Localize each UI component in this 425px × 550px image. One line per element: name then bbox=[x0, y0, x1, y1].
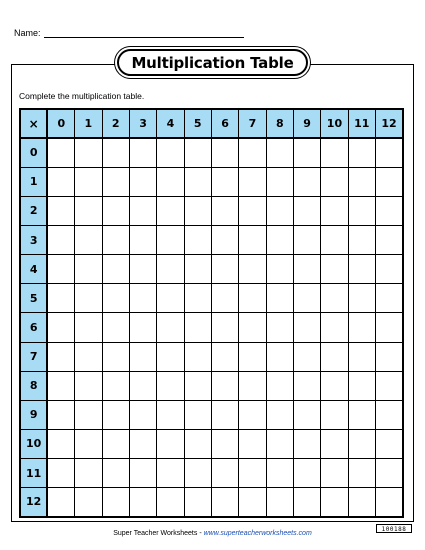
answer-cell-9x11[interactable] bbox=[348, 400, 375, 429]
answer-cell-4x2[interactable] bbox=[102, 255, 129, 284]
answer-cell-3x5[interactable] bbox=[184, 226, 211, 255]
answer-cell-9x6[interactable] bbox=[211, 400, 238, 429]
answer-cell-5x10[interactable] bbox=[321, 284, 348, 313]
row-header-5: 5 bbox=[20, 284, 47, 313]
footer bbox=[0, 530, 425, 537]
multiplication-grid bbox=[19, 108, 404, 518]
answer-cell-11x5[interactable] bbox=[184, 459, 211, 488]
answer-cell-12x9[interactable] bbox=[293, 488, 320, 517]
answer-cell-11x8[interactable] bbox=[266, 459, 293, 488]
worksheet-title bbox=[117, 49, 308, 76]
answer-cell-10x0[interactable] bbox=[47, 429, 74, 458]
answer-cell-5x9[interactable] bbox=[293, 284, 320, 313]
answer-cell-4x11[interactable] bbox=[348, 255, 375, 284]
answer-cell-11x11[interactable] bbox=[348, 459, 375, 488]
answer-cell-10x3[interactable] bbox=[129, 429, 156, 458]
answer-cell-10x11[interactable] bbox=[348, 429, 375, 458]
answer-cell-2x10[interactable] bbox=[321, 196, 348, 225]
answer-cell-9x9[interactable] bbox=[293, 400, 320, 429]
answer-cell-11x1[interactable] bbox=[75, 459, 102, 488]
answer-cell-4x8[interactable] bbox=[266, 255, 293, 284]
answer-cell-1x2[interactable] bbox=[102, 167, 129, 196]
answer-cell-4x5[interactable] bbox=[184, 255, 211, 284]
operator-symbol: × bbox=[20, 109, 47, 138]
answer-cell-8x0[interactable] bbox=[47, 371, 74, 400]
name-input-line[interactable] bbox=[44, 28, 244, 38]
answer-cell-5x0[interactable] bbox=[47, 284, 74, 313]
answer-cell-8x5[interactable] bbox=[184, 371, 211, 400]
answer-cell-3x9[interactable] bbox=[293, 226, 320, 255]
answer-cell-9x10[interactable] bbox=[321, 400, 348, 429]
answer-cell-8x1[interactable] bbox=[75, 371, 102, 400]
answer-cell-7x9[interactable] bbox=[293, 342, 320, 371]
answer-cell-5x5[interactable] bbox=[184, 284, 211, 313]
answer-cell-1x9[interactable] bbox=[293, 167, 320, 196]
row-header-8: 8 bbox=[20, 371, 47, 400]
answer-cell-0x6[interactable] bbox=[211, 138, 238, 167]
name-label: Name: bbox=[14, 28, 41, 38]
answer-cell-5x4[interactable] bbox=[157, 284, 184, 313]
row-header-4: 4 bbox=[20, 255, 47, 284]
answer-cell-6x10[interactable] bbox=[321, 313, 348, 342]
answer-cell-5x8[interactable] bbox=[266, 284, 293, 313]
answer-cell-11x2[interactable] bbox=[102, 459, 129, 488]
answer-cell-7x11[interactable] bbox=[348, 342, 375, 371]
answer-cell-5x3[interactable] bbox=[129, 284, 156, 313]
answer-cell-0x11[interactable] bbox=[348, 138, 375, 167]
answer-cell-4x4[interactable] bbox=[157, 255, 184, 284]
answer-cell-6x7[interactable] bbox=[239, 313, 266, 342]
answer-cell-12x4[interactable] bbox=[157, 488, 184, 517]
column-header-5: 5 bbox=[184, 109, 211, 138]
answer-cell-9x2[interactable] bbox=[102, 400, 129, 429]
answer-cell-1x8[interactable] bbox=[266, 167, 293, 196]
instructions-text: Complete the multiplication table. bbox=[19, 91, 145, 101]
answer-cell-7x6[interactable] bbox=[211, 342, 238, 371]
table-row bbox=[20, 313, 403, 342]
answer-cell-0x0[interactable] bbox=[47, 138, 74, 167]
answer-cell-6x11[interactable] bbox=[348, 313, 375, 342]
answer-cell-9x4[interactable] bbox=[157, 400, 184, 429]
column-header-12: 12 bbox=[375, 109, 403, 138]
column-header-2: 2 bbox=[102, 109, 129, 138]
answer-cell-8x12[interactable] bbox=[375, 371, 403, 400]
answer-cell-5x12[interactable] bbox=[375, 284, 403, 313]
answer-cell-3x6[interactable] bbox=[211, 226, 238, 255]
answer-cell-0x10[interactable] bbox=[321, 138, 348, 167]
answer-cell-5x2[interactable] bbox=[102, 284, 129, 313]
table-row bbox=[20, 255, 403, 284]
row-header-2: 2 bbox=[20, 196, 47, 225]
column-header-10: 10 bbox=[321, 109, 348, 138]
column-header-1: 1 bbox=[75, 109, 102, 138]
answer-cell-10x5[interactable] bbox=[184, 429, 211, 458]
answer-cell-10x6[interactable] bbox=[211, 429, 238, 458]
answer-cell-1x0[interactable] bbox=[47, 167, 74, 196]
footer-url-link[interactable]: www.superteacherworksheets.com bbox=[203, 530, 312, 537]
answer-cell-10x8[interactable] bbox=[266, 429, 293, 458]
answer-cell-2x0[interactable] bbox=[47, 196, 74, 225]
answer-cell-6x2[interactable] bbox=[102, 313, 129, 342]
column-header-11: 11 bbox=[348, 109, 375, 138]
name-field-row bbox=[14, 28, 244, 38]
answer-cell-4x10[interactable] bbox=[321, 255, 348, 284]
answer-cell-8x2[interactable] bbox=[102, 371, 129, 400]
answer-cell-1x5[interactable] bbox=[184, 167, 211, 196]
answer-cell-12x2[interactable] bbox=[102, 488, 129, 517]
answer-cell-4x6[interactable] bbox=[211, 255, 238, 284]
column-header-8: 8 bbox=[266, 109, 293, 138]
answer-cell-10x10[interactable] bbox=[321, 429, 348, 458]
answer-cell-11x4[interactable] bbox=[157, 459, 184, 488]
answer-cell-12x7[interactable] bbox=[239, 488, 266, 517]
answer-cell-5x6[interactable] bbox=[211, 284, 238, 313]
answer-cell-11x6[interactable] bbox=[211, 459, 238, 488]
table-row bbox=[20, 459, 403, 488]
column-header-4: 4 bbox=[157, 109, 184, 138]
table-row bbox=[20, 167, 403, 196]
answer-cell-7x8[interactable] bbox=[266, 342, 293, 371]
answer-cell-3x2[interactable] bbox=[102, 226, 129, 255]
table-row bbox=[20, 400, 403, 429]
answer-cell-2x8[interactable] bbox=[266, 196, 293, 225]
answer-cell-2x5[interactable] bbox=[184, 196, 211, 225]
answer-cell-3x4[interactable] bbox=[157, 226, 184, 255]
answer-cell-6x9[interactable] bbox=[293, 313, 320, 342]
answer-cell-0x4[interactable] bbox=[157, 138, 184, 167]
answer-cell-10x9[interactable] bbox=[293, 429, 320, 458]
answer-cell-12x3[interactable] bbox=[129, 488, 156, 517]
answer-cell-9x1[interactable] bbox=[75, 400, 102, 429]
answer-cell-9x7[interactable] bbox=[239, 400, 266, 429]
answer-cell-3x0[interactable] bbox=[47, 226, 74, 255]
row-header-7: 7 bbox=[20, 342, 47, 371]
column-header-0: 0 bbox=[47, 109, 74, 138]
answer-cell-4x12[interactable] bbox=[375, 255, 403, 284]
column-header-7: 7 bbox=[239, 109, 266, 138]
answer-cell-12x10[interactable] bbox=[321, 488, 348, 517]
answer-cell-6x8[interactable] bbox=[266, 313, 293, 342]
answer-cell-2x2[interactable] bbox=[102, 196, 129, 225]
answer-cell-0x5[interactable] bbox=[184, 138, 211, 167]
table-row bbox=[20, 371, 403, 400]
table-row bbox=[20, 284, 403, 313]
column-header-3: 3 bbox=[129, 109, 156, 138]
answer-cell-10x7[interactable] bbox=[239, 429, 266, 458]
answer-cell-6x6[interactable] bbox=[211, 313, 238, 342]
answer-cell-6x4[interactable] bbox=[157, 313, 184, 342]
answer-cell-9x3[interactable] bbox=[129, 400, 156, 429]
answer-cell-8x9[interactable] bbox=[293, 371, 320, 400]
row-header-1: 1 bbox=[20, 167, 47, 196]
answer-cell-2x4[interactable] bbox=[157, 196, 184, 225]
table-row bbox=[20, 488, 403, 517]
answer-cell-12x12[interactable] bbox=[375, 488, 403, 517]
answer-cell-2x3[interactable] bbox=[129, 196, 156, 225]
answer-cell-4x3[interactable] bbox=[129, 255, 156, 284]
answer-cell-11x0[interactable] bbox=[47, 459, 74, 488]
answer-cell-0x2[interactable] bbox=[102, 138, 129, 167]
row-header-0: 0 bbox=[20, 138, 47, 167]
table-row bbox=[20, 226, 403, 255]
answer-cell-3x1[interactable] bbox=[75, 226, 102, 255]
table-row bbox=[20, 196, 403, 225]
answer-cell-10x2[interactable] bbox=[102, 429, 129, 458]
column-header-9: 9 bbox=[293, 109, 320, 138]
answer-cell-3x10[interactable] bbox=[321, 226, 348, 255]
answer-cell-2x7[interactable] bbox=[239, 196, 266, 225]
answer-cell-0x8[interactable] bbox=[266, 138, 293, 167]
answer-cell-7x4[interactable] bbox=[157, 342, 184, 371]
column-header-6: 6 bbox=[211, 109, 238, 138]
answer-cell-6x3[interactable] bbox=[129, 313, 156, 342]
row-header-6: 6 bbox=[20, 313, 47, 342]
answer-cell-5x11[interactable] bbox=[348, 284, 375, 313]
answer-cell-4x9[interactable] bbox=[293, 255, 320, 284]
answer-cell-9x8[interactable] bbox=[266, 400, 293, 429]
answer-cell-12x6[interactable] bbox=[211, 488, 238, 517]
answer-cell-12x8[interactable] bbox=[266, 488, 293, 517]
answer-cell-11x7[interactable] bbox=[239, 459, 266, 488]
answer-cell-8x7[interactable] bbox=[239, 371, 266, 400]
answer-cell-9x5[interactable] bbox=[184, 400, 211, 429]
answer-cell-4x0[interactable] bbox=[47, 255, 74, 284]
answer-cell-0x3[interactable] bbox=[129, 138, 156, 167]
answer-cell-12x11[interactable] bbox=[348, 488, 375, 517]
answer-cell-3x12[interactable] bbox=[375, 226, 403, 255]
footer-brand: Super Teacher Worksheets bbox=[113, 530, 198, 537]
answer-cell-8x8[interactable] bbox=[266, 371, 293, 400]
answer-cell-5x1[interactable] bbox=[75, 284, 102, 313]
answer-cell-1x6[interactable] bbox=[211, 167, 238, 196]
answer-cell-7x1[interactable] bbox=[75, 342, 102, 371]
answer-cell-3x8[interactable] bbox=[266, 226, 293, 255]
answer-cell-0x9[interactable] bbox=[293, 138, 320, 167]
table-row bbox=[20, 138, 403, 167]
answer-cell-8x3[interactable] bbox=[129, 371, 156, 400]
answer-cell-6x12[interactable] bbox=[375, 313, 403, 342]
answer-cell-2x1[interactable] bbox=[75, 196, 102, 225]
answer-cell-8x11[interactable] bbox=[348, 371, 375, 400]
answer-cell-7x10[interactable] bbox=[321, 342, 348, 371]
answer-cell-9x0[interactable] bbox=[47, 400, 74, 429]
answer-cell-1x1[interactable] bbox=[75, 167, 102, 196]
answer-cell-4x1[interactable] bbox=[75, 255, 102, 284]
answer-cell-1x10[interactable] bbox=[321, 167, 348, 196]
answer-cell-7x12[interactable] bbox=[375, 342, 403, 371]
table-row bbox=[20, 342, 403, 371]
answer-cell-8x10[interactable] bbox=[321, 371, 348, 400]
answer-cell-12x5[interactable] bbox=[184, 488, 211, 517]
answer-cell-11x9[interactable] bbox=[293, 459, 320, 488]
answer-cell-1x3[interactable] bbox=[129, 167, 156, 196]
row-header-12: 12 bbox=[20, 488, 47, 517]
answer-cell-3x11[interactable] bbox=[348, 226, 375, 255]
answer-cell-1x7[interactable] bbox=[239, 167, 266, 196]
row-header-10: 10 bbox=[20, 429, 47, 458]
answer-cell-1x11[interactable] bbox=[348, 167, 375, 196]
answer-cell-12x0[interactable] bbox=[47, 488, 74, 517]
grid-header-row bbox=[20, 109, 403, 138]
answer-cell-10x4[interactable] bbox=[157, 429, 184, 458]
answer-cell-2x12[interactable] bbox=[375, 196, 403, 225]
answer-cell-10x12[interactable] bbox=[375, 429, 403, 458]
row-header-11: 11 bbox=[20, 459, 47, 488]
row-header-3: 3 bbox=[20, 226, 47, 255]
worksheet-code: 100188 bbox=[376, 524, 412, 533]
answer-cell-7x5[interactable] bbox=[184, 342, 211, 371]
answer-cell-8x6[interactable] bbox=[211, 371, 238, 400]
answer-cell-6x0[interactable] bbox=[47, 313, 74, 342]
answer-cell-3x3[interactable] bbox=[129, 226, 156, 255]
answer-cell-1x4[interactable] bbox=[157, 167, 184, 196]
answer-cell-2x11[interactable] bbox=[348, 196, 375, 225]
worksheet-title-text: Multiplication Table bbox=[131, 53, 294, 72]
answer-cell-9x12[interactable] bbox=[375, 400, 403, 429]
answer-cell-5x7[interactable] bbox=[239, 284, 266, 313]
answer-cell-3x7[interactable] bbox=[239, 226, 266, 255]
answer-cell-6x1[interactable] bbox=[75, 313, 102, 342]
answer-cell-0x12[interactable] bbox=[375, 138, 403, 167]
answer-cell-10x1[interactable] bbox=[75, 429, 102, 458]
answer-cell-2x6[interactable] bbox=[211, 196, 238, 225]
answer-cell-7x7[interactable] bbox=[239, 342, 266, 371]
answer-cell-12x1[interactable] bbox=[75, 488, 102, 517]
answer-cell-7x2[interactable] bbox=[102, 342, 129, 371]
answer-cell-8x4[interactable] bbox=[157, 371, 184, 400]
answer-cell-4x7[interactable] bbox=[239, 255, 266, 284]
answer-cell-6x5[interactable] bbox=[184, 313, 211, 342]
answer-cell-7x0[interactable] bbox=[47, 342, 74, 371]
answer-cell-0x7[interactable] bbox=[239, 138, 266, 167]
answer-cell-7x3[interactable] bbox=[129, 342, 156, 371]
answer-cell-11x12[interactable] bbox=[375, 459, 403, 488]
answer-cell-1x12[interactable] bbox=[375, 167, 403, 196]
table-row bbox=[20, 429, 403, 458]
answer-cell-2x9[interactable] bbox=[293, 196, 320, 225]
answer-cell-11x10[interactable] bbox=[321, 459, 348, 488]
answer-cell-11x3[interactable] bbox=[129, 459, 156, 488]
answer-cell-0x1[interactable] bbox=[75, 138, 102, 167]
footer-separator: - bbox=[197, 530, 204, 537]
row-header-9: 9 bbox=[20, 400, 47, 429]
